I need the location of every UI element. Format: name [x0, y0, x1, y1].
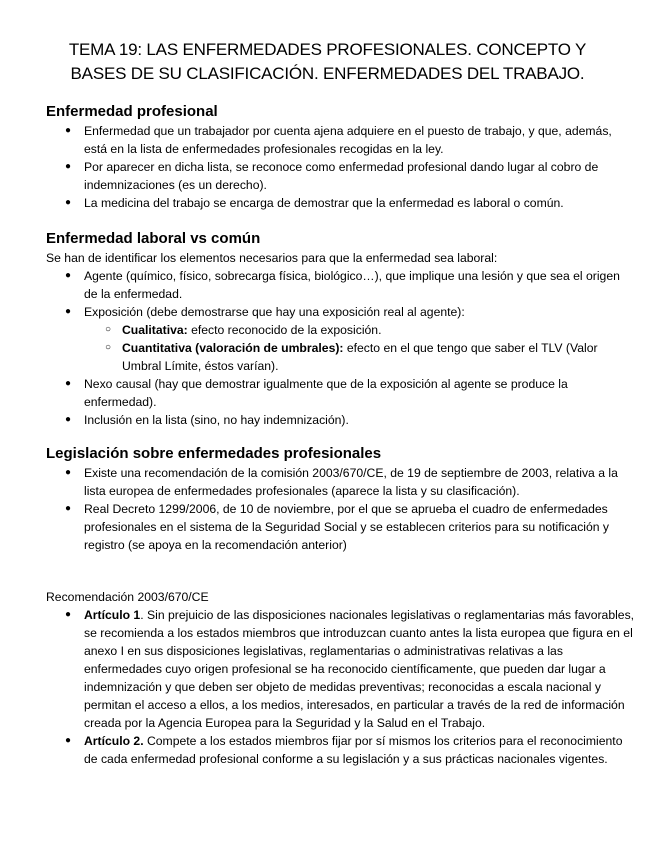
bullet-icon: ●	[65, 125, 72, 136]
section-enfermedad-profesional	[46, 102, 636, 212]
circle-bullet-icon: ○	[105, 342, 112, 353]
list-item-text: Nexo causal (hay que demostrar igualmente que de la exposición al agente se produce la enfermedad).	[84, 377, 568, 409]
section-heading: Legislación sobre enfermedades profesionales	[46, 445, 382, 462]
article-label: Artículo 2.	[84, 734, 144, 748]
bullet-icon: ●	[65, 270, 72, 281]
bullet-icon: ●	[65, 414, 72, 425]
list-item	[46, 303, 636, 375]
bullet-icon: ●	[65, 467, 72, 478]
list-item	[46, 464, 636, 500]
list-item	[46, 267, 636, 303]
list-item	[46, 606, 636, 732]
section-label: Recomendación 2003/670/CE	[46, 590, 209, 604]
list-item	[46, 411, 636, 429]
list-item-text: La medicina del trabajo se encarga de demostrar que la enfermedad es laboral o común.	[84, 196, 564, 210]
section-laboral-vs-comun	[46, 229, 636, 429]
page-title: TEMA 19: LAS ENFERMEDADES PROFESIONALES. CONCEPTO Y BASES DE SU CLASIFICACIÓN. ENFERMEDADES DEL TRABAJO.	[68, 40, 587, 83]
bullet-list	[46, 606, 636, 768]
sub-list-item	[84, 321, 636, 339]
bullet-icon: ●	[65, 609, 72, 620]
bullet-icon: ●	[65, 735, 72, 746]
list-item-text: Real Decreto 1299/2006, de 10 de noviembre, por el que se aprueba el cuadro de enfermedades profesionales en el sistema de la Seguridad Social y se establecen criterios para su notificación y registro (se apoya en la recomendación anterior)	[84, 502, 610, 552]
sub-item-text: efecto reconocido de la exposición.	[187, 323, 382, 337]
list-item	[46, 732, 636, 768]
circle-bullet-icon: ○	[105, 324, 112, 335]
list-item	[46, 375, 636, 411]
section-legislacion	[46, 444, 636, 554]
article-label: Artículo 1	[84, 608, 141, 622]
bullet-icon: ●	[65, 197, 72, 208]
list-item	[46, 122, 636, 158]
article-text: Compete a los estados miembros fijar por sí mismos los criterios para el reconocimiento de cada enfermedad profesional conforme a su legislación y a sus prácticas nacionales vigentes.	[84, 734, 623, 766]
list-item	[46, 158, 636, 194]
sub-item-term: Cuantitativa (valoración de umbrales):	[122, 341, 344, 355]
bullet-list	[46, 464, 636, 554]
list-item	[46, 500, 636, 554]
list-item-text: Agente (químico, físico, sobrecarga física, biológico…), que implique una lesión y que sea el origen de la enfermedad.	[84, 269, 620, 301]
list-item-text: Por aparecer en dicha lista, se reconoce como enfermedad profesional dando lugar al cobro de indemnizaciones (es un derecho).	[84, 160, 599, 192]
section-heading: Enfermedad profesional	[46, 103, 218, 120]
list-item-text: Enfermedad que un trabajador por cuenta ajena adquiere en el puesto de trabajo, y que, además, está en la lista de enfermedades profesionales recogidas en la ley.	[84, 124, 612, 156]
list-item	[46, 194, 636, 212]
article-text: . Sin prejuicio de las disposiciones nacionales legislativas o reglamentarias más favorables, se recomienda a los estados miembros que introduzcan cuanto antes la lista europea que figura en el anexo I en sus disposiciones legislativas, reglamentarias o administrativas relativas a las enfermedades cuyo origen profesional se ha reconocido científicamente, que pueden dar lugar a indemnización y que deben ser objeto de medidas preventivas; reconocidas a escala nacional y permitan el acceso a ellos, a los medios, interesados, en particular a través de la red de información creada por la Agencia Europea para la Seguridad y la Salud en el Trabajo.	[84, 608, 635, 730]
section-recomendacion	[46, 588, 636, 768]
list-item-text: Existe una recomendación de la comisión 2003/670/CE, de 19 de septiembre de 2003, relativa a la lista europea de enfermedades profesionales (aparece la lista y su clasificación).	[84, 466, 618, 498]
section-intro: Se han de identificar los elementos necesarios para que la enfermedad sea laboral:	[46, 251, 498, 265]
bullet-icon: ●	[65, 306, 72, 317]
list-item-text: Inclusión en la lista (sino, no hay indemnización).	[84, 413, 349, 427]
bullet-list	[46, 267, 636, 429]
sub-list	[84, 321, 636, 375]
section-heading: Enfermedad laboral vs común	[46, 230, 261, 247]
bullet-icon: ●	[65, 503, 72, 514]
sub-list-item	[84, 339, 636, 375]
bullet-list	[46, 122, 636, 212]
bullet-icon: ●	[65, 378, 72, 389]
list-item-text: Exposición (debe demostrarse que hay una exposición real al agente):	[84, 305, 465, 319]
sub-item-term: Cualitativa:	[122, 323, 188, 337]
bullet-icon: ●	[65, 161, 72, 172]
sub-item-text: efecto en el que tengo que saber el TLV (Valor Umbral Límite, éstos varían).	[122, 341, 598, 373]
